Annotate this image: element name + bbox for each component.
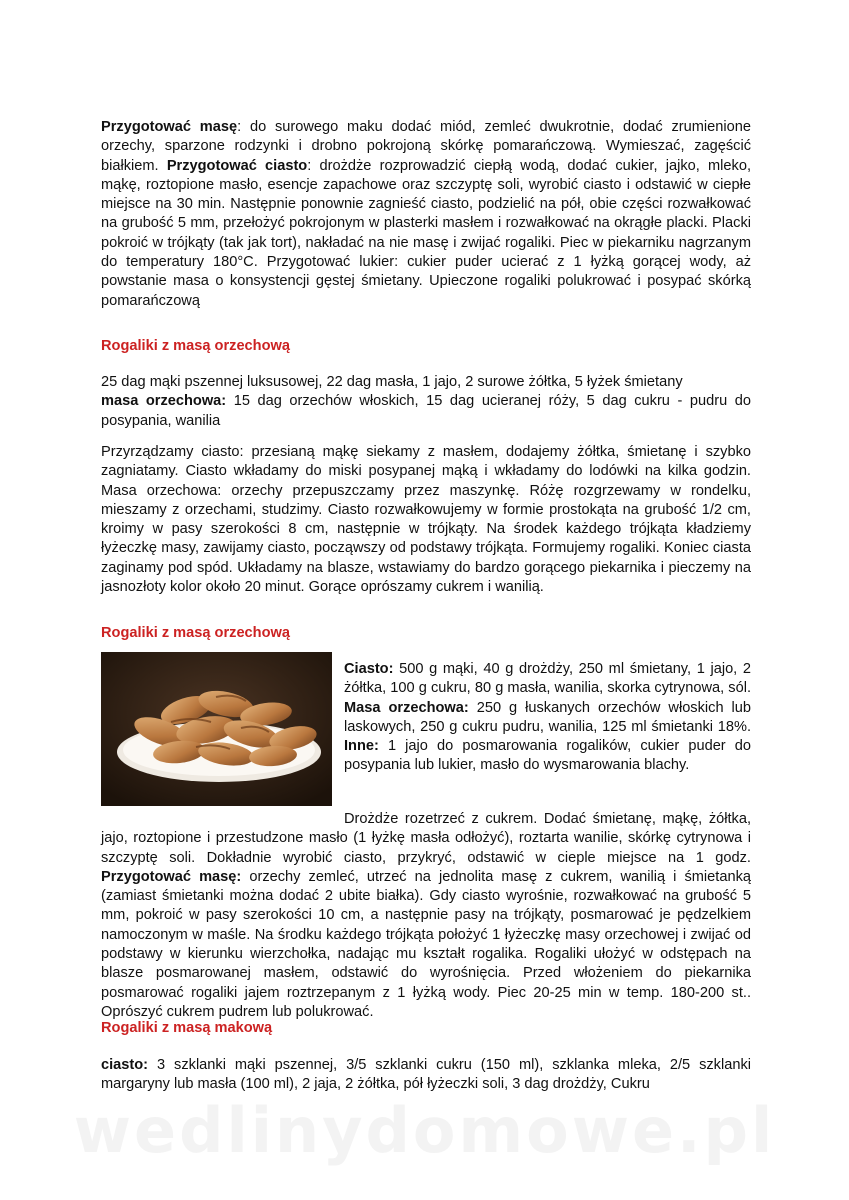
intro-bold-1: Przygotować masę	[101, 119, 238, 135]
recipe3-a-bold: ciasto:	[101, 1057, 149, 1073]
recipe2-body-bold: Przygotować masę:	[101, 868, 242, 885]
rogaliki-photo-drawing	[101, 652, 332, 806]
recipe2-c-text: 1 jajo do posmarowania rogalików, cukier puder do posypania lub lukier, masło do wysmarowania blachy.	[344, 738, 751, 774]
recipe1-ing-bold: masa orzechowa:	[101, 393, 227, 410]
intro-text-1: : do surowego maku dodać miód, zemleć dwukrotnie, dodać zrumienione orzechy, sparzone rodzynki i drobno pokrojoną skórkę pomarańczową. Wymieszać, zagęścić białkiem.	[101, 119, 751, 174]
recipe2-c-bold: Inne:	[344, 738, 379, 755]
recipe3-ingredients	[101, 1056, 751, 1095]
intro-text-2: : drożdże rozprowadzić ciepłą wodą, dodać cukier, jajko, mleko, mąkę, roztopione masło, esencje zapachowe oraz szczyptę soli, wyrobić ciasto i odstawić w ciepłe miejsce na 30 min. Następnie ponownie zagnieść ciasto, podzielić na pół, obie części rozwałkować na grubość 5 mm, przełożyć pokrojonym w plasterki masłem i rozwałkować na okrągłe placki. Placki pokroić w trójkąty (tak jak tort), nakładać na nie masę i zwijać rogaliki. Piec w piekarniku nagrzanym do temperatury 180°C. Przygotować lukier: cukier puder ucierać z 1 łyżką gorącej wody, aż powstanie masa o konsystencji gęstej śmietany. Upieczone rogaliki polukrować i posypać skórką pomarańczową	[101, 157, 752, 309]
rogaliki-photo	[101, 652, 332, 806]
recipe2-body-1: Drożdże rozetrzeć z cukrem. Dodać śmietanę, mąkę, żółtka, jajo, roztopione i przestudzone masło (1 łyżkę masła odłożyć), roztarta wanilie, skórkę cytrynowa i szczyptę soli. Dokładnie wyrobić ciasto, przykryć, odstawić w cieple miejsce na 1 godz.	[101, 811, 751, 866]
recipe2-b-text: 250 g łuskanych orzechów włoskich lub laskowych, 250 g cukru pudru, wanilia, 125 ml śmietanki 18%.	[344, 699, 751, 735]
recipe3-title: Rogaliki z masą makową	[101, 1020, 273, 1036]
recipe2-body-2: orzechy zemleć, utrzeć na jednolita masę z cukrem, wanilią i śmietanką (zamiast śmietanki można dodać 2 ubite białka). Gdy ciasto wyrośnie, rozwałkować na grubość 5 mm, pokroić w pasy szerokości 10 cm, a następnie pasy na trójkąty, posmarować je pędzelkiem namoczonym w maśle. Na środku każdego trójkąta położyć 1 łyżeczkę masy orzechowej i zwijać od podstawy w kierunku wierzchołka, nadając mu kształt rogalika. Rogaliki ułożyć w odstępach na blasze posmarowanej masłem, odstawić do wyrośnięcia. Przed włożeniem do piekarnika posmarować rogaliki jajem roztrzepanym z 1 łyżką wody. Piec 20-25 min w temp. 180-200 st.. Oprószyć cukrem pudrem lub polukrować.	[101, 868, 751, 1020]
recipe2-title: Rogaliki z masą orzechową	[101, 625, 290, 641]
recipe2-a-text: 500 g mąki, 40 g drożdży, 250 ml śmietany, 1 jajo, 2 żółtka, 100 g cukru, 80 g masła, wanilia, skorka cytrynowa, sól.	[344, 661, 751, 697]
recipe3-a-text: 3 szklanki mąki pszennej, 3/5 szklanki cukru (150 ml), szklanka mleka, 2/5 szklanki margaryny lub masła (100 ml), 2 jaja, 2 żółtka, pół łyżeczki soli, 3 dag drożdży, Cukru	[101, 1057, 751, 1093]
recipe1-ing-line1: 25 dag mąki pszennej luksusowej, 22 dag masła, 1 jajo, 2 surowe żółtka, 5 łyżek śmietany	[101, 374, 683, 390]
recipe1-ing-text: 15 dag orzechów włoskich, 15 dag ucieranej róży, 5 dag cukru - pudru do posypania, wanilia	[101, 393, 751, 429]
recipe1-ingredients	[101, 373, 751, 431]
recipe2-ingredients	[344, 660, 751, 776]
watermark: wedlinydomowe.pl	[73, 1094, 776, 1167]
recipe1-body: Przyrządzamy ciasto: przesianą mąkę siekamy z masłem, dodajemy żółtka, śmietanę i szybko zagniatamy. Ciasto wkładamy do miski posypanej mąką i wkładamy do lodówki na kilka godzin. Masa orzechowa: orzechy przepuszczamy przez maszynkę. Różę rozgrzewamy w rondelku, mieszamy z orzechami, studzimy. Ciasto rozwałkowujemy w formie prostokąta na grubość 1/2 cm, kroimy w pasy szerokości 8 cm, następnie w trójkąty. Na środek każdego trójkąta kładziemy łyżeczkę masy, zawijamy ciasto, począwszy od podstawy trójkąta. Formujemy rogaliki. Koniec ciasta zaginamy pod spód. Układamy na blasze, wstawiamy do bardzo gorącego piekarnika i pieczemy na jasnozłoty kolor około 20 minut. Gorące oprószamy cukrem i wanilią.	[101, 444, 751, 596]
recipe2-b-bold: Masa orzechowa:	[344, 699, 469, 716]
intro-bold-2: Przygotować ciasto	[166, 157, 308, 174]
intro-paragraph	[101, 118, 751, 311]
recipe2-a-bold: Ciasto:	[344, 661, 394, 677]
recipe2-body	[101, 810, 751, 1022]
recipe1-title: Rogaliki z masą orzechową	[101, 338, 290, 354]
